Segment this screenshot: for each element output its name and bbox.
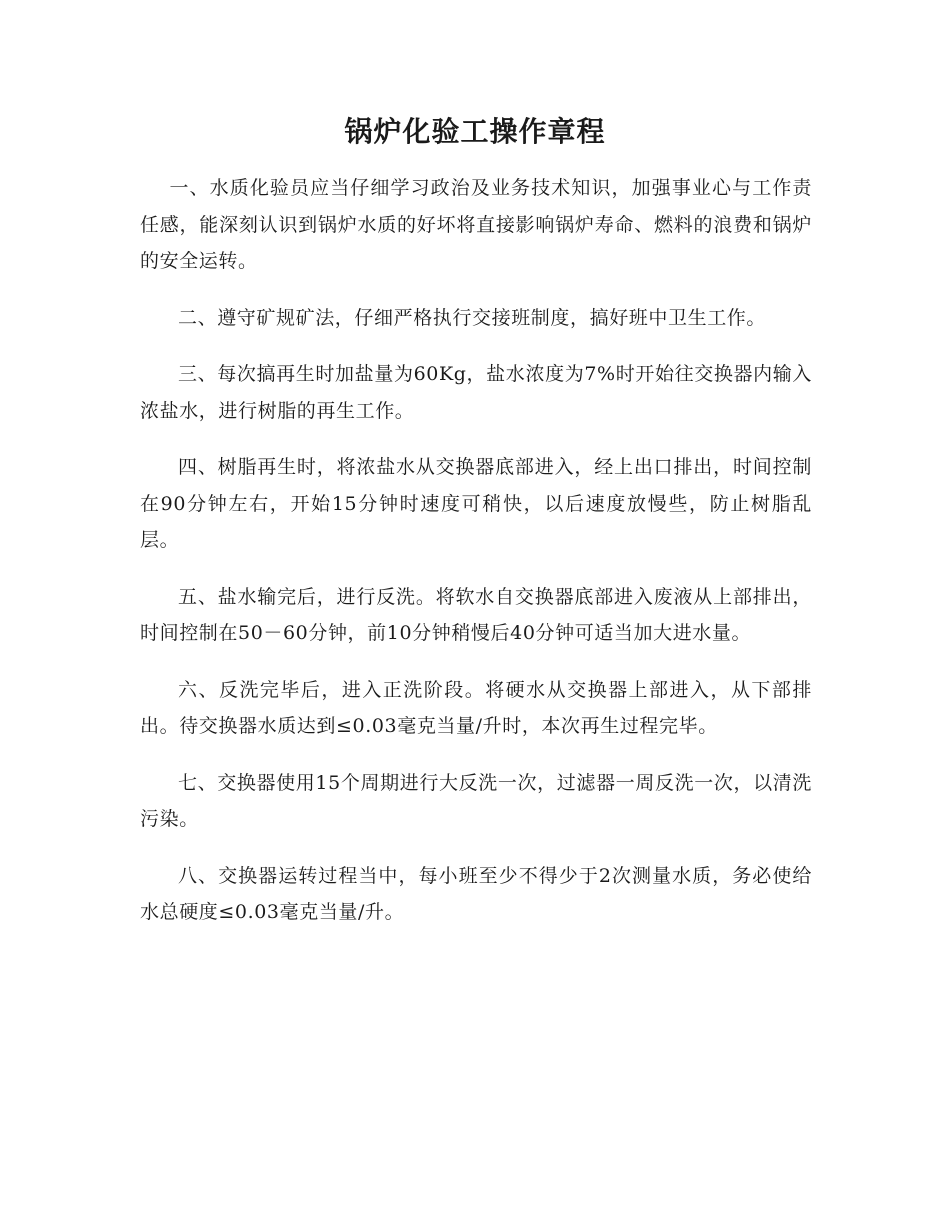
paragraph-7: 七、交换器使用15个周期进行大反洗一次，过滤器一周反洗一次，以清洗污染。 [140,771,812,830]
paragraph-8: 八、交换器运转过程当中，每小班至少不得少于2次测量水质，务必使给水总硬度≤0.03毫克当量/升。 [140,864,812,923]
document-title: 锅炉化验工操作章程 [344,115,606,148]
document-body [140,170,812,951]
paragraph-1: 一、水质化验员应当仔细学习政治及业务技术知识，加强事业心与工作责任感，能深刻认识到锅炉水质的好坏将直接影响锅炉寿命、燃料的浪费和锅炉的安全运转。 [140,177,812,272]
paragraph-4: 四、树脂再生时，将浓盐水从交换器底部进入，经上出口排出，时间控制在90分钟左右，开始15分钟时速度可稍快，以后速度放慢些，防止树脂乱层。 [140,456,812,551]
paragraph-3: 三、每次搞再生时加盐量为60Kg，盐水浓度为7%时开始往交换器内输入浓盐水，进行树脂的再生工作。 [140,363,812,422]
paragraph-2: 二、遵守矿规矿法，仔细严格执行交接班制度，搞好班中卫生工作。 [178,306,767,329]
paragraph-5: 五、盐水输完后，进行反洗。将软水自交换器底部进入废液从上部排出，时间控制在50－60分钟，前10分钟稍慢后40分钟可适当加大进水量。 [140,585,812,644]
paragraph-6: 六、反洗完毕后，进入正洗阶段。将硬水从交换器上部进入，从下部排出。待交换器水质达到≤0.03毫克当量/升时，本次再生过程完毕。 [140,678,812,737]
